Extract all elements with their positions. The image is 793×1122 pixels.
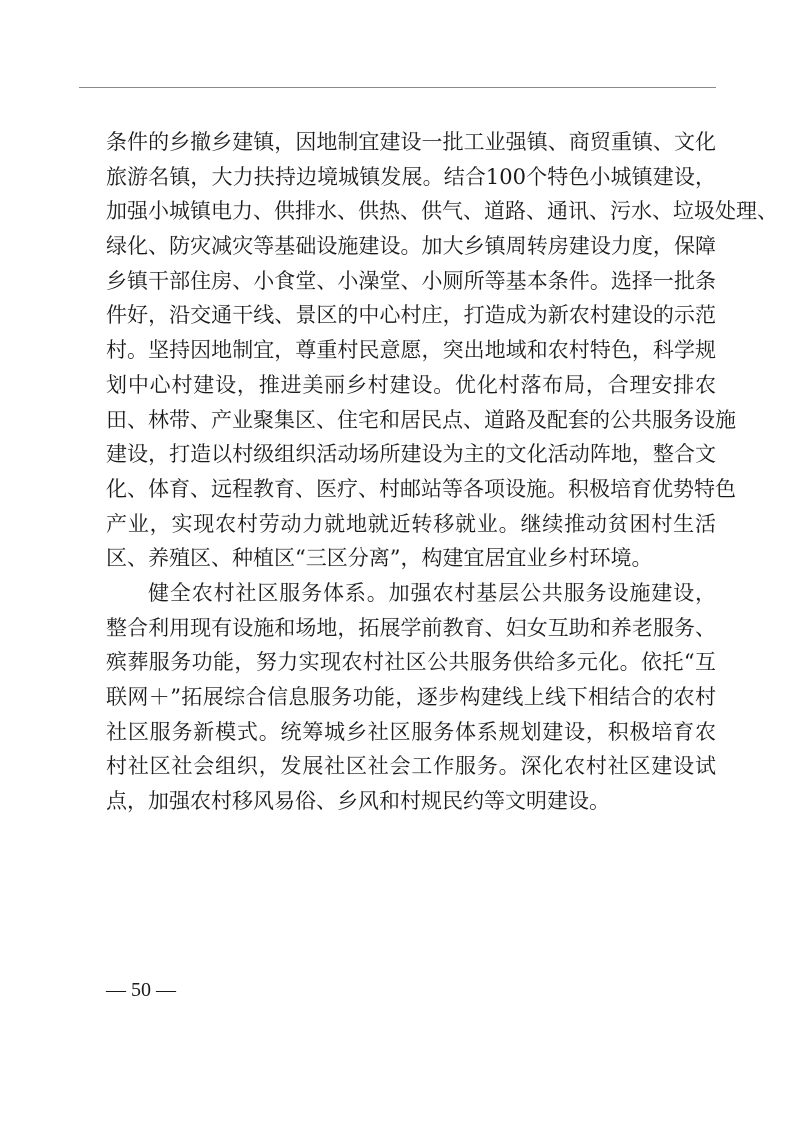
text-line: 联网＋”拓展综合信息服务功能，逐步构建线上线下相结合的农村 [106,685,716,709]
header-rule [79,87,716,88]
text-line: 化、体育、远程教育、医疗、村邮站等各项设施。积极培育优势特色 [106,476,736,501]
text-line: 件好，沿交通干线、景区的中心村庄，打造成为新农村建设的示范 [106,303,716,328]
page-number: — 50 — [106,979,176,1001]
body-text [106,125,778,819]
paragraph-1 [106,125,778,576]
text-line: 村社区社会组织，发展社区社会工作服务。深化农村社区建设试 [106,754,716,779]
text-line: 点，加强农村移风易俗、乡风和村规民约等文明建设。 [106,789,610,814]
text-line: 区、养殖区、种植区“三区分离”，构建宜居宜业乡村环境。 [106,546,653,571]
text-line: 建设，打造以村级组织活动场所建设为主的文化活动阵地，整合文 [106,442,716,467]
text-line: 社区服务新模式。统筹城乡社区服务体系规划建设，积极培育农 [106,719,716,744]
text-line: 绿化、防灾减灾等基础设施建设。加大乡镇周转房建设力度，保障 [106,234,716,259]
text-line: 殡葬服务功能，努力实现农村社区公共服务供给多元化。依托“互 [106,650,716,675]
paragraph-2 [106,576,716,819]
text-line: 整合利用现有设施和场地，拓展学前教育、妇女互助和养老服务、 [106,615,716,640]
text-line: 健全农村社区服务体系。加强农村基层公共服务设施建设， [148,580,716,605]
text-line: 旅游名镇，大力扶持边境城镇发展。结合100个特色小城镇建设， [106,164,716,189]
text-line: 划中心村建设，推进美丽乡村建设。优化村落布局，合理安排农 [106,372,716,397]
text-line: 产业，实现农村劳动力就地就近转移就业。继续推动贫困村生活 [106,511,716,536]
text-line: 田、林带、产业聚集区、住宅和居民点、道路及配套的公共服务设施 [106,407,736,432]
text-line: 条件的乡撤乡建镇，因地制宜建设一批工业强镇、商贸重镇、文化 [106,130,716,154]
text-line: 加强小城镇电力、供排水、供热、供气、道路、通讯、污水、垃圾处理、 [106,199,778,224]
text-line: 乡镇干部住房、小食堂、小澡堂、小厕所等基本条件。选择一批条 [106,268,716,293]
text-line: 村。坚持因地制宜，尊重村民意愿，突出地域和农村特色，科学规 [106,338,716,363]
